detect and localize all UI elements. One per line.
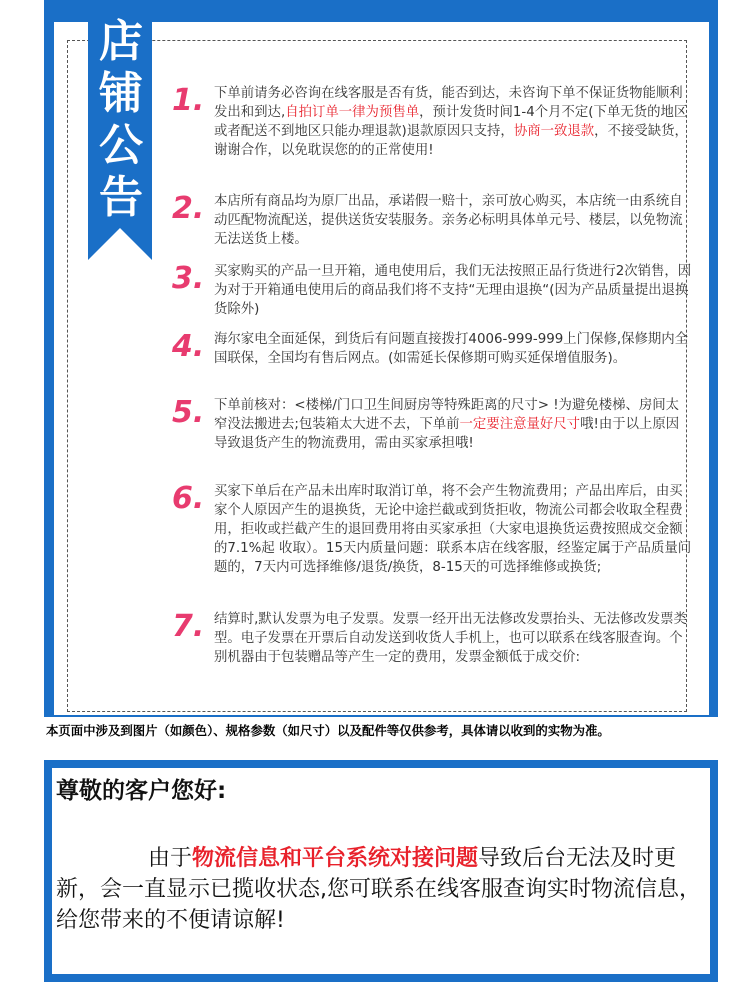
text-segment: 买家购买的产品一旦开箱，通电使用后，我们无法按照正品行货进行2次销售，因为对于开箱通电使用后的商品我们将不支持“无理由退换“(因为产品质量提出退换货除外) (214, 264, 692, 317)
text-segment: 本店所有商品均为原厂出品，承诺假一赔十，亲可放心购买，本店统一由系统自动匹配物流配送，提供送货安装服务。亲务必标明具体单元号、楼层，以免物流无法送货上楼。 (214, 194, 683, 247)
item-text (214, 482, 692, 577)
item-number: 2. (172, 191, 205, 226)
notice-item (172, 610, 692, 667)
highlight-text: 协商一致退款 (513, 124, 595, 139)
item-number: 3. (172, 261, 205, 296)
text-segment: ，不接受缺货，谢谢合作，以免耽误您的的正常使用! (214, 124, 688, 158)
text-segment: 海尔家电全面延保，到货后有问题直接拨打4006-999-999上门保修,保修期内全国联保，全国均有售后网点。(如需延长保修期可购买延保增值服务)。 (214, 332, 689, 366)
notice-title-char: 公 (99, 120, 143, 171)
greeting-heading: 尊敬的客户您好: (56, 778, 227, 804)
highlight-text: 物流信息和平台系统对接问题 (192, 846, 479, 871)
notice-title (96, 16, 146, 224)
highlight-text: 自拍订单一律为预售单 (285, 105, 420, 120)
item-text (214, 192, 692, 249)
notice-item (172, 396, 692, 453)
text-segment: 下单前核对：<楼梯/门口卫生间厨房等特殊距离的尺寸> !为避免楼梯、房间太窄没法搬进去;包装箱太大进不去，下单前 (214, 398, 680, 432)
text-segment: 结算时,默认发票为电子发票。发票一经开出无法修改发票抬头、无法修改发票类型。电子发票在开票后自动发送到收货人手机上，也可以联系在线客服查询。个别机器由于包装赠品等产生一定的费用，发票金额低于成交价: (214, 612, 687, 665)
item-number: 7. (172, 609, 205, 644)
text-segment: 导致后台无法及时更新，会一直显示已揽收状态,您可联系在线客服查询实时物流信息，给您带来的不便请谅解! (56, 846, 701, 933)
text-segment: 由于 (148, 846, 193, 871)
text-segment: 买家下单后在产品未出库时取消订单，将不会产生物流费用；产品出库后，由买家个人原因产生的退换货，无论中途拦截或到货拒收，物流公司都会收取全程费用，拒收或拦截产生的退回费用将由买家承担（大家电退换货运费按照成交金额的7.1%起 收取）。15天内质量问题：联系本店在线客服，经鉴定属于产品质量问题的，7天内可选择维修/退货/换货，8-15天的可选择维修或换货; (214, 484, 692, 575)
text-segment: ，预计发货时间1-4个月不定(下单无货的地区或者配送不到地区只能办理退款)退款原因只支持， (214, 105, 688, 139)
notice-item (172, 330, 692, 368)
text-segment: 下单前请务必咨询在线客服是否有货，能否到达，未咨询下单不保证货物能顺利发出和到达, (214, 86, 683, 120)
item-text (214, 330, 692, 368)
notice-item (172, 262, 692, 319)
item-text (214, 262, 692, 319)
notice-title-char: 铺 (99, 68, 143, 119)
notice-title-char: 店 (99, 16, 143, 67)
highlight-text: 一定要注意量好尺寸 (459, 417, 581, 432)
notice-item (172, 84, 692, 160)
notice-item (172, 192, 692, 249)
item-number: 6. (172, 481, 205, 516)
item-text (214, 610, 692, 667)
text-segment: 哦!由于以上原因导致退货产生的物流费用，需由买家承担哦! (214, 417, 680, 451)
customer-notice-body (56, 843, 706, 936)
item-number: 5. (172, 395, 205, 430)
notice-item (172, 482, 692, 577)
item-number: 4. (172, 329, 205, 364)
item-text (214, 396, 692, 453)
item-number: 1. (172, 83, 205, 118)
item-text (214, 84, 692, 160)
disclaimer-text: 本页面中涉及到图片（如颜色）、规格参数（如尺寸）以及配件等仅供参考，具体请以收到的实物为准。 (44, 718, 718, 744)
notice-title-char: 告 (99, 172, 143, 223)
